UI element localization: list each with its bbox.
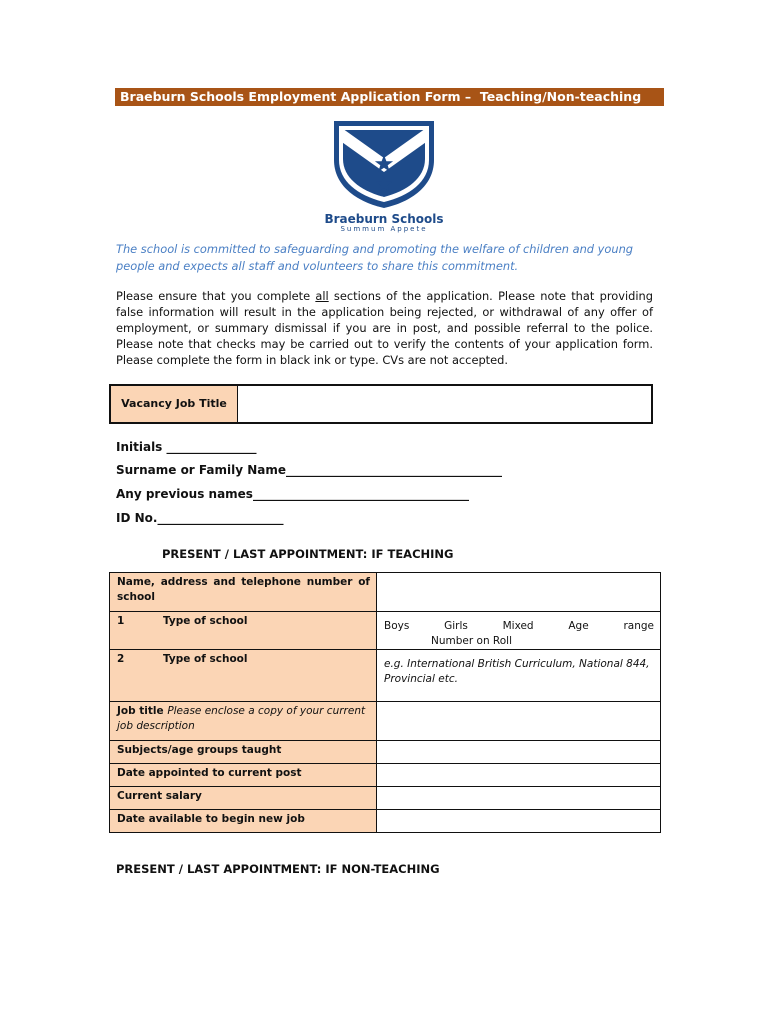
option-boys[interactable]: Boys <box>384 620 410 632</box>
date-appointed-label: Date appointed to current post <box>110 764 377 787</box>
date-available-input[interactable] <box>377 810 661 833</box>
table-row <box>110 787 661 810</box>
teaching-section-heading: PRESENT / LAST APPOINTMENT: IF TEACHING <box>162 547 454 561</box>
safeguarding-statement: The school is committed to safeguarding and promoting the welfare of children and young people and expects all staff and volunteers to share this commitment. <box>116 242 634 273</box>
subjects-input[interactable] <box>377 741 661 764</box>
previous-names-field[interactable]: Any previous names____________________________________ <box>116 487 469 501</box>
table-row <box>110 573 661 612</box>
subjects-label: Subjects/age groups taught <box>110 741 377 764</box>
option-mixed[interactable]: Mixed <box>502 620 534 632</box>
table-row <box>110 612 661 650</box>
option-range[interactable]: range <box>623 620 654 632</box>
job-title-label: Job title Please enclose a copy of your current job description <box>110 702 377 741</box>
salary-input[interactable] <box>377 787 661 810</box>
vacancy-job-title-field <box>109 384 653 424</box>
date-appointed-input[interactable] <box>377 764 661 787</box>
table-row <box>110 810 661 833</box>
school-type-1-options[interactable] <box>377 612 661 650</box>
form-title: Braeburn Schools Employment Application Form – Teaching/Non-teaching <box>115 88 664 106</box>
id-number-field[interactable]: ID No._____________________ <box>116 511 284 525</box>
non-teaching-section-heading: PRESENT / LAST APPOINTMENT: IF NON-TEACHING <box>116 862 440 876</box>
job-title-note: Please enclose a copy of your current job description <box>117 705 366 732</box>
school-type-2-example[interactable]: e.g. International British Curriculum, National 844, Provincial etc. <box>377 650 661 702</box>
vacancy-job-title-input[interactable] <box>238 386 651 422</box>
school-name: Braeburn Schools <box>324 212 444 226</box>
table-row <box>110 741 661 764</box>
school-type-1-label: 1 Type of school <box>110 612 377 650</box>
name-address-input[interactable] <box>377 573 661 612</box>
school-crest-logo <box>331 118 437 210</box>
date-available-label: Date available to begin new job <box>110 810 377 833</box>
table-row <box>110 764 661 787</box>
vacancy-job-title-label: Vacancy Job Title <box>111 386 238 422</box>
number-on-roll-label: Number on Roll <box>431 635 513 647</box>
name-address-label: Name, address and telephone number of school <box>110 573 377 612</box>
salary-label: Current salary <box>110 787 377 810</box>
school-type-2-label: 2 Type of school <box>110 650 377 702</box>
teaching-appointment-table <box>109 572 661 833</box>
option-age[interactable]: Age <box>568 620 589 632</box>
table-row <box>110 650 661 702</box>
job-title-input[interactable] <box>377 702 661 741</box>
school-motto: Summum Appete <box>340 225 428 233</box>
surname-field[interactable]: Surname or Family Name____________________________________ <box>116 463 503 477</box>
instructions-paragraph: Please ensure that you complete all sections of the application. Please note that providing false information will result in the application being rejected, or withdrawal of any offer of employment, or summary dismissal if you are in post, and possible referral to the police. Please note that checks may be carried out to verify the contents of your application form. Please complete the form in black ink or type. CVs are not accepted. <box>116 289 653 367</box>
option-girls[interactable]: Girls <box>444 620 468 632</box>
table-row <box>110 702 661 741</box>
emphasis-all: all <box>315 289 329 303</box>
initials-field[interactable]: Initials _______________ <box>116 440 257 454</box>
